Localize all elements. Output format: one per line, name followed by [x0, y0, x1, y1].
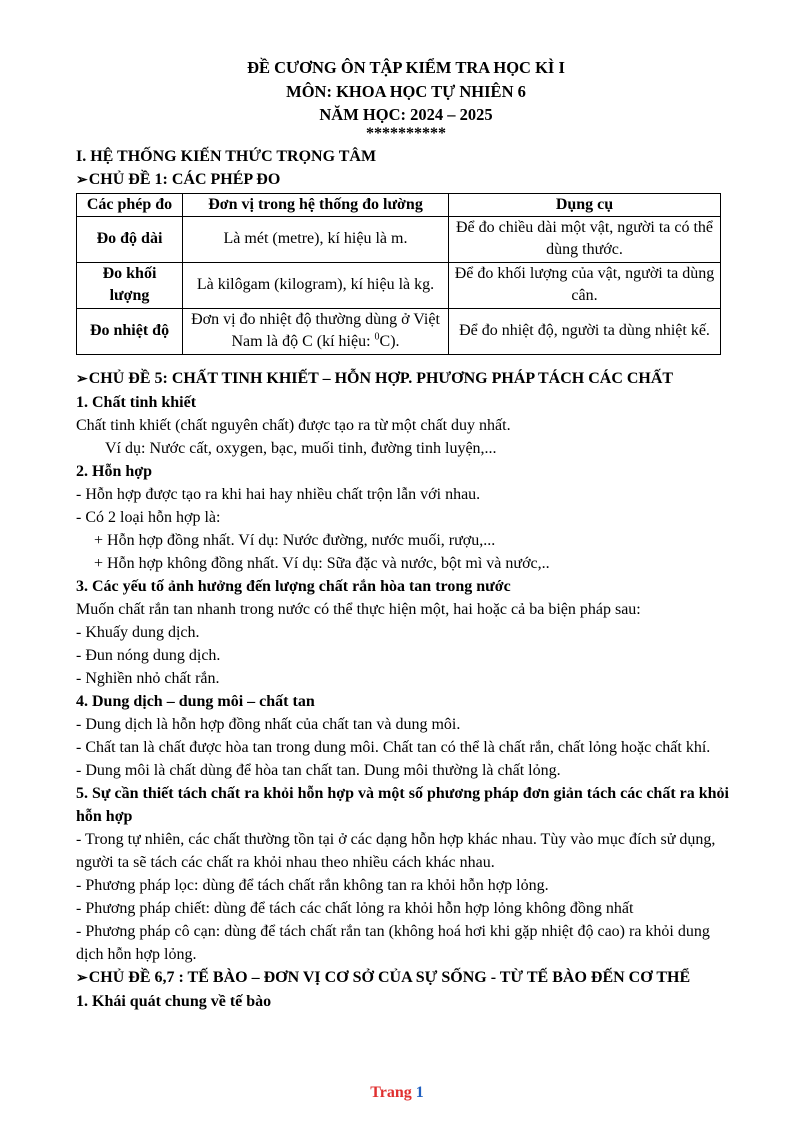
paragraph: - Phương pháp lọc: dùng để tách chất rắn không tan ra khỏi hỗn hợp lỏng.	[76, 876, 549, 894]
doc-title-line2: MÔN: KHOA HỌC TỰ NHIÊN 6	[286, 81, 526, 101]
page-label: Trang	[370, 1084, 412, 1101]
subsection-heading: 2. Hỗn hợp	[76, 462, 152, 480]
table-header-cell: Đơn vị trong hệ thống đo lường	[183, 193, 449, 216]
table-cell-name: Đo độ dài	[77, 216, 183, 262]
topic67-heading	[76, 966, 736, 990]
table-cell-unit: Là mét (metre), kí hiệu là m.	[183, 216, 449, 262]
topic1-heading	[76, 168, 736, 192]
page-number: 1	[415, 1084, 424, 1101]
table-header-cell: Dụng cụ	[449, 193, 721, 216]
topic67-title: CHỦ ĐỀ 6,7 : TẾ BÀO – ĐƠN VỊ CƠ SỞ CỦA SỰ SỐNG - TỪ TẾ BÀO ĐẾN CƠ THỂ	[88, 968, 691, 986]
unit-text-b: C).	[379, 333, 400, 350]
unit-superscript: 0	[374, 331, 380, 343]
table-cell-unit: Là kilôgam (kilogram), kí hiệu là kg.	[183, 262, 449, 308]
table-row	[77, 216, 721, 262]
arrow-icon: ➢	[76, 970, 88, 986]
paragraph: Chất tinh khiết (chất nguyên chất) được tạo ra từ một chất duy nhất.	[76, 416, 511, 434]
paragraph: Muốn chất rắn tan nhanh trong nước có thể thực hiện một, hai hoặc cả ba biện pháp sau:	[76, 600, 641, 618]
paragraph: - Có 2 loại hỗn hợp là:	[76, 508, 221, 526]
paragraph: - Dung dịch là hỗn hợp đồng nhất của chất tan và dung môi.	[76, 715, 461, 733]
paragraph: - Khuấy dung dịch.	[76, 623, 200, 641]
table-cell-unit	[183, 308, 449, 354]
topic1-title: CHỦ ĐỀ 1: CÁC PHÉP ĐO	[88, 170, 281, 188]
table-row	[77, 308, 721, 354]
arrow-icon: ➢	[76, 371, 88, 387]
paragraph: - Phương pháp chiết: dùng để tách các chất lỏng ra khỏi hỗn hợp lỏng không đồng nhất	[76, 899, 634, 917]
paragraph: - Dung môi là chất dùng để hòa tan chất tan. Dung môi thường là chất lỏng.	[76, 761, 561, 779]
topic5-title: CHỦ ĐỀ 5: CHẤT TINH KHIẾT – HỖN HỢP. PHƯƠNG PHÁP TÁCH CÁC CHẤT	[88, 369, 674, 387]
paragraph: - Đun nóng dung dịch.	[76, 646, 221, 664]
subsection-heading: 1. Chất tinh khiết	[76, 393, 197, 411]
doc-title-line1: ĐỀ CƯƠNG ÔN TẬP KIỂM TRA HỌC KÌ I	[247, 58, 565, 77]
topic5-heading	[76, 367, 736, 391]
table-cell-name: Đo khối lượng	[77, 262, 183, 308]
paragraph: - Trong tự nhiên, các chất thường tồn tại ở các dạng hỗn hợp khác nhau. Tùy vào mục đích sử dụng, người ta sẽ tách các chất ra khỏi nhau theo nhiều cách khác nhau.	[76, 830, 716, 871]
table-row	[77, 262, 721, 308]
paragraph: + Hỗn hợp đồng nhất. Ví dụ: Nước đường, nước muối, rượu,...	[94, 531, 496, 549]
doc-title-line3: NĂM HỌC: 2024 – 2025	[319, 105, 493, 124]
section-heading-1: I. HỆ THỐNG KIẾN THỨC TRỌNG TÂM	[76, 147, 377, 165]
paragraph: + Hỗn hợp không đồng nhất. Ví dụ: Sữa đặc và nước, bột mì và nước,..	[94, 554, 550, 572]
table-header-cell: Các phép đo	[77, 193, 183, 216]
subsection-heading: 3. Các yếu tố ảnh hưởng đến lượng chất rắn hòa tan trong nước	[76, 577, 511, 595]
table-cell-tool: Để đo nhiệt độ, người ta dùng nhiệt kế.	[449, 308, 721, 354]
title-separator: **********	[366, 124, 446, 142]
table-cell-tool: Để đo chiều dài một vật, người ta có thể dùng thước.	[449, 216, 721, 262]
paragraph: - Hỗn hợp được tạo ra khi hai hay nhiều chất trộn lẫn với nhau.	[76, 485, 481, 503]
table-cell-tool: Để đo khối lượng của vật, người ta dùng cân.	[449, 262, 721, 308]
subsection-heading: 5. Sự cần thiết tách chất ra khỏi hỗn hợp và một số phương pháp đơn giản tách các chất ra khỏi hỗn hợp	[76, 784, 729, 825]
measurement-table	[76, 193, 721, 355]
paragraph: - Chất tan là chất được hòa tan trong dung môi. Chất tan có thể là chất rắn, chất lỏng hoặc chất khí.	[76, 738, 711, 756]
page-footer	[0, 1084, 794, 1102]
subsection-heading: 4. Dung dịch – dung môi – chất tan	[76, 692, 315, 710]
table-cell-name: Đo nhiệt độ	[77, 308, 183, 354]
document-page	[76, 56, 736, 1013]
paragraph: Ví dụ: Nước cất, oxygen, bạc, muối tinh, đường tinh luyện,...	[105, 439, 497, 457]
arrow-icon: ➢	[76, 172, 88, 188]
unit-text-a: Đơn vị đo nhiệt độ thường dùng ở Việt Nam là độ C (kí hiệu:	[191, 311, 440, 350]
paragraph: - Phương pháp cô cạn: dùng để tách chất rắn tan (không hoá hơi khi gặp nhiệt độ cao) ra khỏi dung dịch hỗn hợp lỏng.	[76, 922, 710, 963]
table-header-row	[77, 193, 721, 216]
subsection-heading: 1. Khái quát chung về tế bào	[76, 992, 272, 1010]
paragraph: - Nghiền nhỏ chất rắn.	[76, 669, 220, 687]
